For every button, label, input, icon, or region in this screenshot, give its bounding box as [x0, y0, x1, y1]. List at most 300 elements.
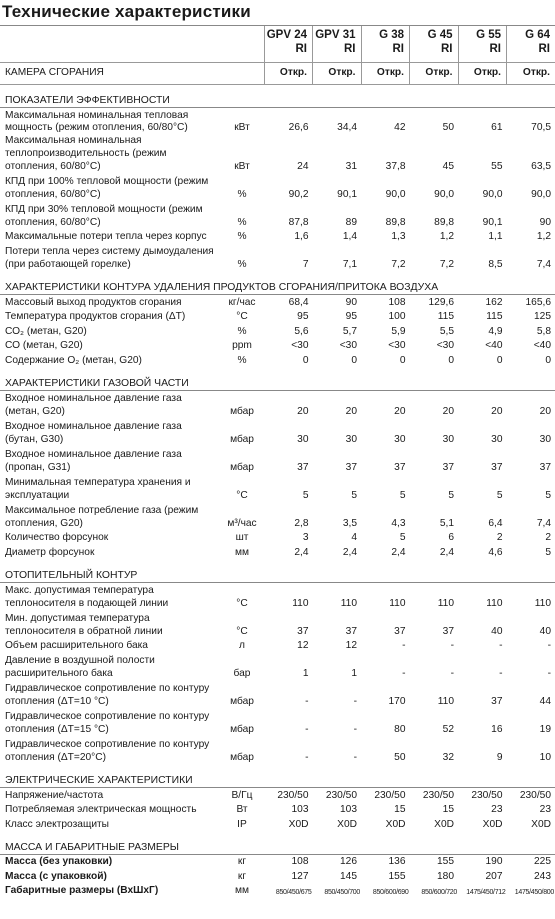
spec-row	[0, 545, 555, 560]
chamber-unit	[220, 62, 264, 84]
spec-value: 5	[496, 489, 503, 501]
spec-value: 4,6	[488, 546, 503, 558]
spec-value: 110	[389, 597, 406, 609]
spec-value: 37	[491, 461, 503, 473]
spec-value: X0D	[337, 818, 357, 830]
spec-value: 7,1	[342, 259, 357, 270]
spec-value: 44	[539, 696, 551, 707]
spec-value: 42	[394, 122, 406, 134]
section-header-row	[0, 280, 555, 295]
spec-value: 1,6	[294, 231, 309, 242]
model-header	[313, 26, 362, 62]
spec-unit: Вт	[236, 804, 248, 815]
spec-value: -	[499, 668, 503, 679]
model-header	[264, 26, 313, 62]
spec-value: 165,6	[525, 296, 551, 308]
spec-value: 26,6	[288, 122, 309, 134]
spec-value: 5,5	[439, 325, 454, 337]
spec-value: 80	[394, 724, 406, 735]
spec-label: Массовый выход продуктов сгорания	[5, 296, 182, 308]
spec-value: 7,2	[439, 259, 454, 270]
spec-label: Температура продуктов сгорания (ΔТ)	[5, 311, 186, 322]
chamber-value: Откр.	[507, 62, 555, 84]
spec-value: 0	[545, 354, 551, 366]
spec-value: 20	[442, 405, 454, 417]
spec-label: Входное номинальное давление газа (метан, G20)	[5, 392, 182, 417]
spec-value: 5	[399, 532, 406, 543]
spec-unit: °С	[236, 597, 248, 609]
spec-label: Входное номинальное давление газа (пропан, G31)	[5, 448, 182, 473]
spec-value: 30	[345, 433, 357, 445]
chamber-value: Откр.	[410, 62, 459, 84]
header-spacer	[0, 26, 220, 62]
spec-value: 110	[437, 597, 454, 609]
spec-value: 2,4	[342, 546, 357, 558]
spec-unit: %	[237, 216, 247, 228]
section-gap-cell	[0, 367, 555, 375]
spec-value: 230/50	[422, 789, 454, 801]
spec-row	[0, 638, 555, 653]
spec-row	[0, 390, 555, 418]
spec-value: 15	[394, 804, 406, 815]
spec-row	[0, 737, 555, 765]
spec-value: 850/600/720	[421, 889, 457, 896]
model-name: G 64	[525, 29, 550, 41]
spec-value: 126	[340, 856, 357, 867]
spec-row	[0, 788, 555, 803]
spec-value: 7,4	[536, 517, 551, 529]
chamber-label: КАМЕРА СГОРАНИЯ	[0, 62, 220, 84]
spec-value: 90	[539, 216, 551, 228]
header-spacer	[220, 26, 264, 62]
spec-value: 5,9	[391, 325, 406, 337]
chamber-value: Откр.	[313, 62, 362, 84]
spec-label: Диаметр форсунок	[5, 546, 95, 558]
spec-value: -	[353, 724, 357, 735]
spec-value: 110	[486, 597, 503, 609]
spec-value: 89	[345, 216, 357, 228]
spec-label: СО (метан, G20)	[5, 340, 83, 351]
spec-label: КПД при 100% тепловой мощности (режим отопления, 60/80°С)	[5, 175, 209, 200]
spec-value: 127	[291, 870, 309, 882]
spec-value: 40	[539, 625, 551, 637]
spec-value: 850/450/700	[324, 889, 360, 896]
spec-label: Максимальная номинальная тепловая мощность (режим отопления, 60/80°С)	[5, 109, 189, 134]
spec-unit: мбар	[230, 461, 254, 473]
spec-row	[0, 709, 555, 737]
spec-value: 9	[496, 752, 503, 763]
spec-unit: шт	[235, 532, 249, 543]
spec-value: 20	[345, 405, 357, 417]
spec-label: Макс. допустимая температура теплоносителя в подающей линии	[5, 584, 169, 609]
model-header	[458, 26, 507, 62]
spec-value: 37	[297, 625, 309, 637]
model-name: GPV 24	[266, 29, 307, 41]
spec-value: -	[353, 752, 357, 763]
spec-label: Гидравлическое сопротивление по контуру отопления (ΔТ=10 °С)	[5, 683, 210, 707]
spec-label: Масса (без упаковки)	[5, 856, 113, 867]
spec-value: 4	[351, 532, 357, 543]
spec-value: 1,1	[488, 231, 503, 242]
spec-value: 1	[351, 668, 357, 679]
model-name: G 55	[476, 29, 501, 41]
spec-value: 243	[534, 870, 551, 882]
spec-value: 3,5	[342, 517, 357, 529]
section-gap-cell	[0, 831, 555, 839]
section-header-row	[0, 375, 555, 390]
spec-value: 5	[545, 489, 551, 501]
page-title: Технические характеристики	[0, 0, 555, 26]
spec-value: 180	[437, 870, 454, 882]
spec-value: 30	[491, 433, 503, 445]
spec-value: 0	[448, 354, 454, 366]
section-gap	[0, 831, 555, 839]
section-gap	[0, 367, 555, 375]
section-title: ХАРАКТЕРИСТИКИ КОНТУРА УДАЛЕНИЯ ПРОДУКТОВ СГОРАНИЯ/ПРИТОКА ВОЗДУХА	[0, 280, 555, 295]
spec-value: 5,1	[439, 517, 454, 529]
spec-unit: °С	[236, 489, 248, 501]
model-header	[361, 26, 410, 62]
spec-value: 7,2	[391, 259, 406, 270]
spec-label: Класс электрозащиты	[5, 818, 109, 830]
spec-value: 37	[442, 461, 454, 473]
spec-value: X0D	[531, 818, 551, 830]
section-gap	[0, 765, 555, 773]
section-gap	[0, 84, 555, 92]
spec-value: 115	[486, 311, 503, 322]
spec-value: 1,2	[439, 231, 454, 242]
spec-value: 90	[345, 296, 357, 308]
spec-label: Количество форсунок	[5, 532, 109, 543]
spec-row	[0, 854, 555, 869]
section-header-row	[0, 567, 555, 582]
spec-row	[0, 869, 555, 884]
spec-value: 20	[539, 405, 551, 417]
spec-unit: %	[237, 188, 247, 200]
spec-value: 37	[442, 625, 454, 637]
spec-label: Максимальное потребление газа (режим отопления, G20)	[5, 504, 199, 529]
spec-value: 63,5	[531, 160, 551, 172]
spec-row	[0, 338, 555, 353]
spec-value: 110	[534, 597, 551, 609]
spec-value: 90,2	[288, 188, 309, 200]
model-suffix: RI	[441, 43, 453, 56]
spec-unit: В/Гц	[231, 789, 253, 801]
spec-value: -	[305, 724, 309, 735]
spec-value: 103	[340, 804, 357, 815]
spec-value: 2,4	[439, 546, 454, 558]
spec-value: 31	[345, 160, 357, 172]
section-header-row	[0, 839, 555, 854]
spec-value: 20	[394, 405, 406, 417]
spec-value: 5	[302, 489, 309, 501]
chamber-value: Откр.	[361, 62, 410, 84]
spec-label: Входное номинальное давление газа (бутан, G30)	[5, 420, 182, 445]
spec-value: 7,4	[536, 259, 551, 270]
spec-value: 110	[437, 696, 454, 707]
spec-label: Потребляемая электрическая мощность	[5, 804, 197, 815]
spec-value: 230/50	[277, 789, 309, 801]
spec-unit: мбар	[230, 433, 254, 445]
spec-unit: мм	[234, 546, 249, 558]
spec-value: 8,5	[488, 259, 503, 270]
spec-value: -	[450, 640, 454, 651]
spec-label: КПД при 30% тепловой мощности (режим отопления, 60/80°С)	[5, 203, 203, 228]
spec-value: -	[402, 668, 406, 679]
spec-unit: бар	[233, 668, 251, 679]
spec-value: 12	[345, 640, 357, 651]
spec-row	[0, 173, 555, 201]
spec-value: 850/450/675	[275, 889, 312, 896]
spec-value: 230/50	[374, 789, 406, 801]
spec-value: 52	[442, 724, 454, 735]
spec-row	[0, 474, 555, 502]
spec-value: -	[402, 640, 406, 651]
spec-row	[0, 653, 555, 681]
spec-value: 2	[545, 532, 551, 543]
spec-row	[0, 201, 555, 229]
spec-value: 230/50	[471, 789, 503, 801]
spec-value: 1	[302, 668, 309, 679]
section-gap-cell	[0, 272, 555, 280]
spec-value: 55	[491, 160, 503, 172]
spec-row	[0, 883, 555, 898]
section-gap-cell	[0, 84, 555, 92]
spec-row	[0, 244, 555, 272]
spec-unit: %	[237, 231, 247, 242]
section-title: ХАРАКТЕРИСТИКИ ГАЗОВОЙ ЧАСТИ	[0, 375, 555, 390]
spec-label: Давление в воздушной полости расширительного бака	[5, 655, 155, 679]
spec-value: 0	[351, 354, 357, 366]
spec-value: 850/600/690	[372, 889, 409, 896]
spec-value: 95	[345, 311, 357, 322]
spec-value: X0D	[288, 818, 309, 830]
section-gap	[0, 272, 555, 280]
spec-table-body	[0, 26, 555, 898]
spec-value: 37	[394, 461, 406, 473]
section-header-row	[0, 773, 555, 788]
spec-value: 45	[442, 160, 454, 172]
spec-value: 90,0	[385, 188, 406, 200]
spec-value: 90,1	[337, 188, 357, 200]
spec-unit: мбар	[230, 405, 254, 417]
spec-value: 1,2	[536, 231, 551, 242]
spec-value: 5,7	[342, 325, 357, 337]
spec-value: 30	[539, 433, 551, 445]
spec-value: 0	[496, 354, 503, 366]
spec-value: 230/50	[519, 789, 551, 801]
section-title: ЭЛЕКТРИЧЕСКИЕ ХАРАКТЕРИСТИКИ	[0, 773, 555, 788]
spec-unit: кВт	[234, 160, 250, 172]
spec-value: 2,4	[391, 546, 406, 558]
spec-value: 37,8	[385, 160, 406, 172]
spec-value: -	[547, 668, 551, 679]
spec-value: 2	[496, 532, 503, 543]
model-suffix: RI	[489, 43, 501, 56]
spec-label: Масса (с упаковкой)	[5, 870, 107, 882]
spec-row	[0, 418, 555, 446]
spec-value: <40	[485, 340, 503, 351]
spec-value: 19	[539, 724, 551, 735]
spec-unit: мбар	[230, 724, 254, 735]
spec-value: 89,8	[434, 216, 454, 228]
spec-value: X0D	[434, 818, 454, 830]
spec-value: 89,8	[385, 216, 406, 228]
model-name: G 38	[379, 29, 404, 41]
model-suffix: RI	[538, 43, 550, 56]
spec-unit: %	[237, 325, 247, 337]
spec-value: 4,3	[391, 517, 406, 529]
spec-value: 20	[491, 405, 503, 417]
spec-row	[0, 135, 555, 173]
spec-label: Мин. допустимая температура теплоносителя в обратной линии	[5, 612, 163, 637]
spec-unit: мм	[234, 885, 249, 896]
spec-value: 40	[491, 625, 503, 637]
spec-value: 155	[388, 870, 406, 882]
spec-unit: л	[239, 640, 245, 651]
spec-unit: кг	[237, 856, 247, 867]
spec-label: Максимальные потери тепла через корпус	[5, 231, 207, 242]
spec-value: 30	[394, 433, 406, 445]
spec-value: 3	[302, 532, 309, 543]
spec-value: 37	[539, 461, 551, 473]
spec-value: 5,6	[294, 325, 309, 337]
spec-row	[0, 309, 555, 324]
spec-value: 5,8	[536, 325, 551, 337]
spec-label: СО₂ (метан, G20)	[5, 325, 87, 337]
spec-value: 24	[297, 160, 309, 172]
spec-value: 37	[297, 461, 309, 473]
section-gap	[0, 559, 555, 567]
spec-value: -	[450, 668, 454, 679]
spec-value: 0	[399, 354, 406, 366]
spec-value: 225	[534, 856, 551, 867]
spec-value: 20	[297, 405, 309, 417]
spec-value: 110	[340, 597, 357, 609]
spec-value: -	[547, 640, 551, 651]
spec-value: 190	[485, 856, 503, 867]
spec-value: 68,4	[288, 296, 309, 308]
spec-value: 15	[442, 804, 454, 815]
spec-value: <40	[533, 340, 551, 351]
spec-value: 207	[485, 870, 503, 882]
spec-row	[0, 229, 555, 244]
spec-row	[0, 502, 555, 530]
spec-value: 100	[388, 311, 406, 322]
section-title: МАССА И ГАБАРИТНЫЕ РАЗМЕРЫ	[0, 839, 555, 854]
spec-value: 230/50	[325, 789, 357, 801]
spec-value: 50	[394, 752, 406, 763]
spec-value: 103	[291, 804, 309, 815]
spec-value: 23	[491, 804, 503, 815]
spec-value: 23	[539, 804, 551, 815]
spec-label: Объем расширительного бака	[5, 640, 148, 651]
spec-value: 6,4	[488, 517, 503, 529]
spec-value: 115	[437, 311, 454, 322]
spec-value: 90,1	[482, 216, 503, 228]
spec-value: 2,4	[294, 546, 309, 558]
spec-value: 37	[491, 696, 503, 707]
chamber-row	[0, 62, 555, 84]
spec-value: X0D	[482, 818, 503, 830]
spec-value: <30	[436, 340, 454, 351]
spec-value: 1475/450/712	[466, 889, 506, 896]
spec-value: 155	[437, 856, 454, 867]
spec-unit: кВт	[234, 122, 250, 134]
spec-label: Потери тепла через систему дымоудаления (при работающей горелке)	[5, 246, 214, 270]
model-suffix: RI	[344, 43, 356, 56]
spec-unit: ppm	[232, 340, 252, 351]
section-header-row	[0, 92, 555, 107]
model-header	[507, 26, 555, 62]
section-gap-cell	[0, 559, 555, 567]
spec-unit: мбар	[230, 696, 254, 707]
chamber-value: Откр.	[458, 62, 507, 84]
spec-row	[0, 324, 555, 339]
spec-value: 2,8	[294, 517, 309, 529]
spec-label: Максимальная номинальная теплопроизводительность (режим отопления, 60/80°С)	[5, 135, 167, 172]
spec-unit: м³/час	[227, 517, 257, 529]
model-header	[410, 26, 459, 62]
spec-value: 145	[340, 870, 357, 882]
spec-label: Габаритные размеры (ВхШхГ)	[5, 885, 159, 896]
spec-value: 7	[302, 259, 309, 270]
spec-value: 1,4	[342, 231, 357, 242]
spec-value: 110	[292, 597, 309, 609]
spec-unit: %	[237, 259, 247, 270]
spec-value: 61	[491, 122, 503, 134]
spec-label: Содержание O₂ (метан, G20)	[5, 354, 142, 366]
spec-label: Гидравлическое сопротивление по контуру отопления (ΔТ=20°С)	[5, 739, 210, 763]
spec-unit: IP	[237, 818, 247, 830]
spec-value: 70,5	[531, 122, 551, 134]
spec-value: 16	[491, 724, 503, 735]
spec-value: 90,0	[531, 188, 551, 200]
spec-value: 5	[448, 489, 454, 501]
spec-value: -	[305, 752, 309, 763]
spec-row	[0, 295, 555, 310]
spec-value: 30	[442, 433, 454, 445]
spec-label: Напряжение/частота	[5, 789, 104, 801]
chamber-value: Откр.	[264, 62, 313, 84]
spec-value: -	[305, 696, 309, 707]
spec-value: 90,0	[434, 188, 454, 200]
spec-table	[0, 26, 555, 898]
spec-unit: кг	[237, 870, 247, 882]
spec-row	[0, 446, 555, 474]
spec-value: 162	[485, 296, 503, 308]
spec-value: 5	[351, 489, 357, 501]
spec-value: -	[499, 640, 503, 651]
section-gap-cell	[0, 765, 555, 773]
spec-value: 95	[297, 311, 309, 322]
spec-unit: мбар	[230, 752, 254, 763]
spec-value: -	[353, 696, 357, 707]
spec-value: 37	[345, 461, 357, 473]
section-title: ОТОПИТЕЛЬНЫЙ КОНТУР	[0, 567, 555, 582]
spec-value: 90,0	[482, 188, 503, 200]
spec-value: 6	[448, 532, 454, 543]
spec-row	[0, 681, 555, 709]
spec-value: 34,4	[337, 122, 357, 134]
model-suffix: RI	[392, 43, 404, 56]
spec-row	[0, 353, 555, 368]
spec-value: 129,6	[428, 296, 454, 308]
model-name: GPV 31	[315, 29, 356, 41]
spec-value: 4,9	[488, 325, 503, 337]
spec-value: X0D	[385, 818, 406, 830]
spec-row	[0, 817, 555, 832]
